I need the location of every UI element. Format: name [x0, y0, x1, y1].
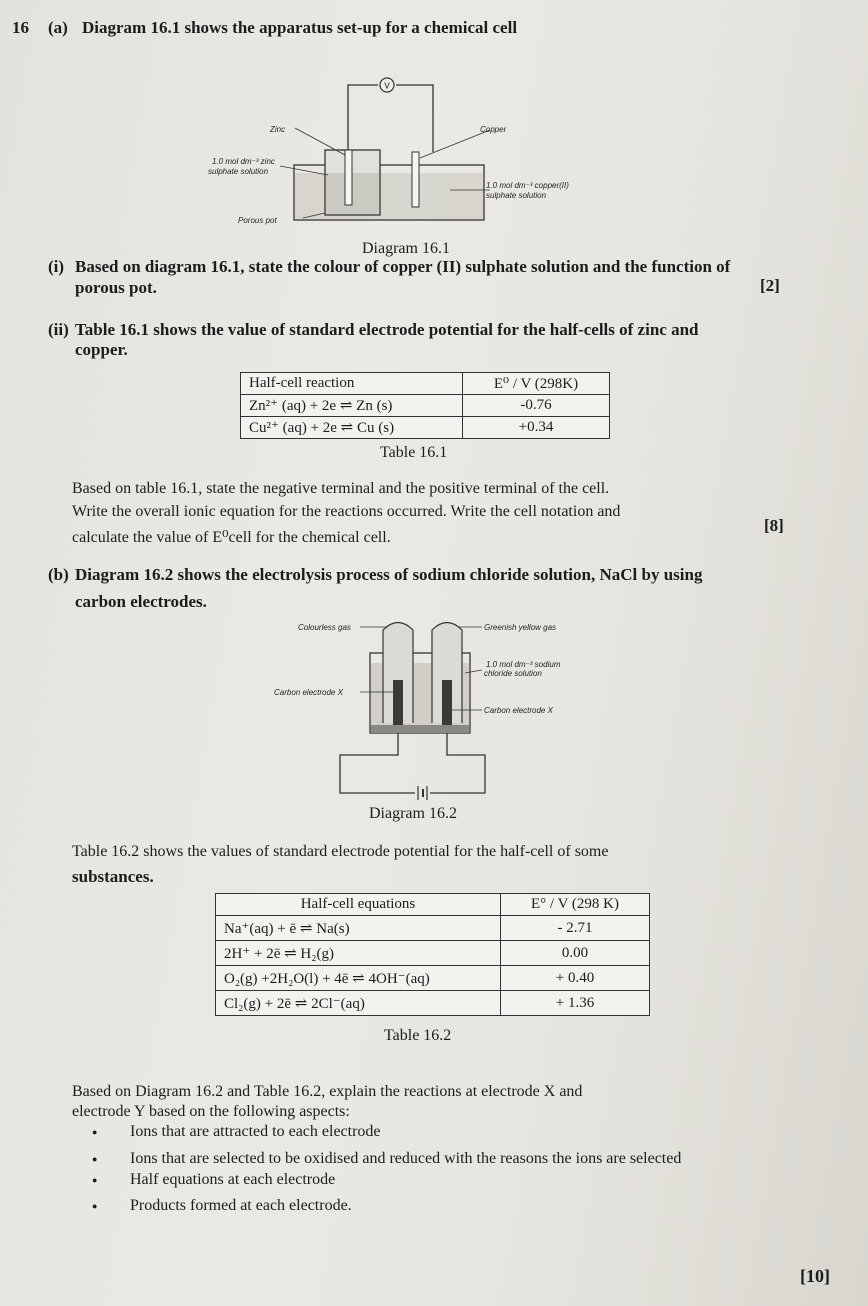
part-a-ii-text2: Write the overall ionic equation for the reactions occurred. Write the cell notation and [72, 503, 621, 520]
part-a-label: (a) [48, 18, 68, 37]
part-b-line2: carbon electrodes. [75, 592, 207, 611]
electrode-x-right-label: Carbon electrode X [484, 706, 553, 715]
diagram-16-2-caption: Diagram 16.2 [369, 805, 457, 822]
copper-label: Copper [480, 125, 507, 134]
table-16-2-header [216, 894, 650, 916]
diagram-16-1-caption: Diagram 16.1 [362, 240, 450, 257]
part-b-explain1: Based on Diagram 16.2 and Table 16.2, explain the reactions at electrode X and [72, 1083, 583, 1100]
table-cell: +0.34 [463, 417, 610, 439]
table-16-1 [240, 372, 610, 439]
carbon-electrode-left [393, 680, 403, 730]
diagram-16-1 [200, 70, 620, 240]
table-row [216, 916, 650, 941]
table-header-cell: E° / V (298 K) [501, 894, 650, 916]
table-header-cell: Half-cell reaction [241, 373, 463, 395]
table-16-1-caption: Table 16.1 [380, 444, 448, 461]
nacl-label-2: chloride solution [484, 669, 542, 678]
part-a-ii-line2: copper. [75, 340, 128, 359]
copper-sulphate-solution [295, 173, 483, 219]
part-a-i-label: (i) [48, 257, 65, 276]
part-a-ii-line1: Table 16.1 shows the value of standard electrode potential for the half-cells of zinc and [75, 320, 699, 339]
part-a-i-marks: [2] [760, 276, 780, 295]
bullet-item: ● Half equations at each electrode [130, 1171, 335, 1189]
table-row [216, 991, 650, 1016]
porous-pot-label: Porous pot [238, 216, 277, 225]
zinc-label: Zinc [270, 125, 286, 134]
table-header-cell: Half-cell equations [216, 894, 501, 916]
zinc-electrode [345, 150, 352, 205]
greenish-gas-label: Greenish yellow gas [484, 623, 557, 632]
part-b-table-intro2: substances. [72, 867, 154, 886]
zinc-solution-label-1: 1.0 mol dm⁻³ zinc [212, 157, 275, 166]
table-cell: Cu²⁺ (aq) + 2e ⇌ Cu (s) [241, 417, 463, 439]
nacl-label-1: 1.0 mol dm⁻³ sodium [486, 660, 561, 669]
copper-solution-label-1: 1.0 mol dm⁻³ copper(II) [486, 181, 569, 190]
table-cell: Na⁺(aq) + ē ⇌ Na(s) [216, 916, 501, 941]
part-b-line1: Diagram 16.2 shows the electrolysis process of sodium chloride solution, NaCl by using [75, 565, 703, 584]
copper-electrode [412, 152, 419, 207]
table-cell: Cl₂(g) + 2ē ⇌ 2Cl⁻(aq) [216, 991, 501, 1016]
part-b-marks: [10] [800, 1266, 830, 1286]
carbon-electrode-right [442, 680, 452, 730]
wire-right [430, 733, 485, 793]
table-cell: 0.00 [501, 941, 650, 966]
table-row [216, 941, 650, 966]
zinc-solution-label-2: sulphate solution [208, 167, 269, 176]
table-16-2 [215, 893, 650, 1016]
table-cell: O₂(g) +2H₂O(l) + 4ē ⇌ 4OH⁻(aq) [216, 966, 501, 991]
electrode-x-left-label: Carbon electrode X [274, 688, 343, 697]
part-a-ii-text1: Based on table 16.1, state the negative terminal and the positive terminal of the cell. [72, 480, 610, 497]
table-cell: + 1.36 [501, 991, 650, 1016]
bullet-item: ● Products formed at each electrode. [130, 1197, 352, 1215]
copper-solution-label-2: sulphate solution [486, 191, 547, 200]
cell-base [371, 725, 469, 733]
part-b-explain2: electrode Y based on the following aspects: [72, 1103, 350, 1120]
wire-left [340, 733, 415, 793]
part-a-i-line1: Based on diagram 16.1, state the colour of copper (II) sulphate solution and the function of [75, 257, 731, 276]
bullet-item: ● Ions that are selected to be oxidised and reduced with the reasons the ions are selected [130, 1150, 681, 1168]
table-row [241, 417, 610, 439]
colourless-gas-label: Colourless gas [298, 623, 351, 632]
part-b-table-intro1: Table 16.2 shows the values of standard electrode potential for the half-cell of some [72, 843, 609, 860]
part-a-ii-text3: calculate the value of E⁰cell for the chemical cell. [72, 529, 391, 546]
wire-right [396, 85, 433, 152]
diagram-16-2 [260, 615, 590, 805]
voltmeter-label: V [384, 81, 390, 91]
table-cell: + 0.40 [501, 966, 650, 991]
table-header-cell: E⁰ / V (298K) [463, 373, 610, 395]
table-cell: - 2.71 [501, 916, 650, 941]
table-row [216, 966, 650, 991]
table-row [241, 395, 610, 417]
table-cell: -0.76 [463, 395, 610, 417]
part-b-label: (b) [48, 565, 69, 584]
wire-left [348, 85, 378, 150]
table-16-1-header [241, 373, 610, 395]
part-a-ii-marks: [8] [764, 516, 784, 535]
table-cell: Zn²⁺ (aq) + 2e ⇌ Zn (s) [241, 395, 463, 417]
table-16-2-caption: Table 16.2 [384, 1027, 452, 1044]
bullet-item: ● Ions that are attracted to each electrode [130, 1123, 381, 1141]
table-cell: 2H⁺ + 2ē ⇌ H₂(g) [216, 941, 501, 966]
part-a-i-line2: porous pot. [75, 278, 157, 297]
part-a-intro: Diagram 16.1 shows the apparatus set-up for a chemical cell [82, 18, 518, 37]
question-number: 16 [12, 18, 29, 37]
part-a-ii-label: (ii) [48, 320, 69, 339]
